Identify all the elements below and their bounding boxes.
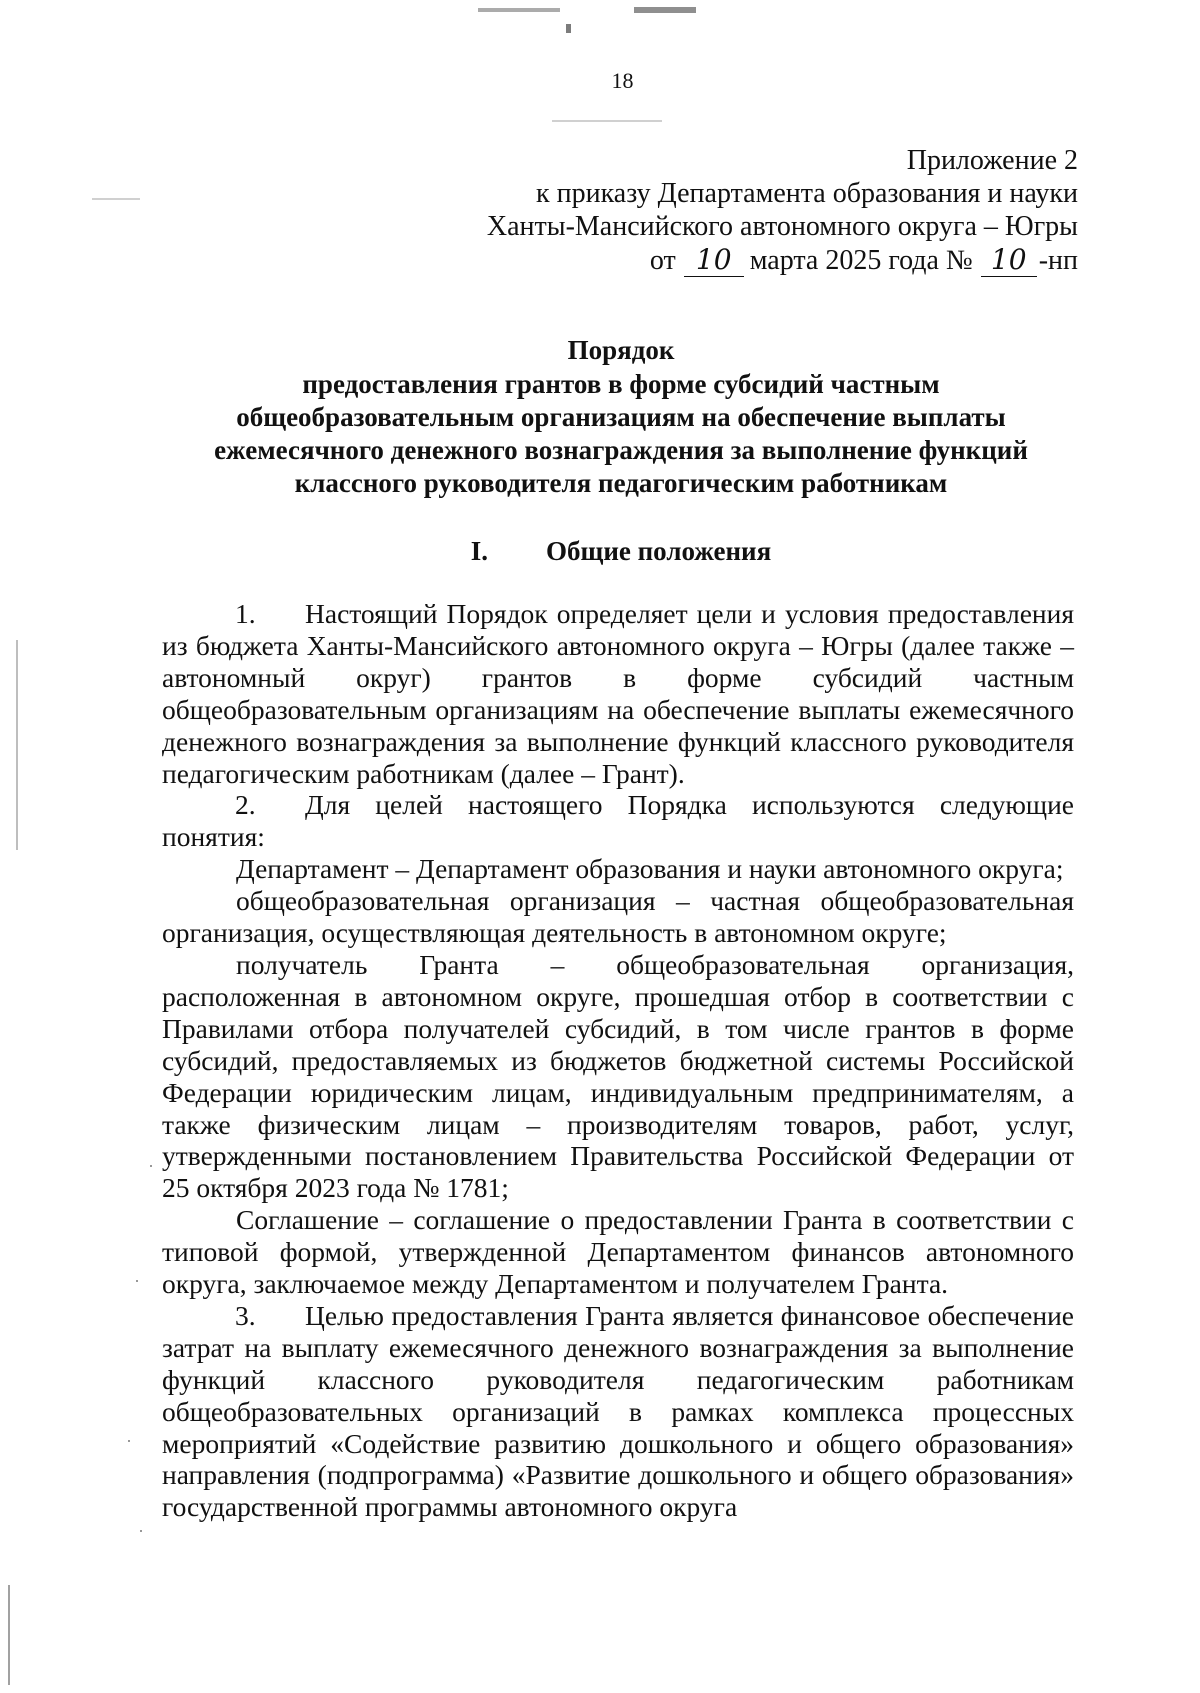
appendix-title: Приложение 2 [906, 145, 1078, 176]
definition-organization: общеобразовательная организация – частная общеобразовательная организация, осуществляющая деятельность в автономном округе; [162, 885, 1074, 949]
paragraph-text: Целью предоставления Гранта является финансовое обеспечение затрат на выплату ежемесячного денежного вознаграждения за выполнение функций классного руководителя педагогическим работникам общеобразовательных организаций в рамках комплекса процессных мероприятий «Содействие развитию дошкольного и общего образования» направления (подпрограмма) «Развитие дошкольного и общего образования» государственной программы автономного округа [162, 1299, 1074, 1523]
scan-speck [140, 1530, 142, 1532]
definition-agreement: Соглашение – соглашение о предоставлении Гранта в соответствии с типовой формой, утвержденной Департаментом финансов автономного округа, заключаемое между Департаментом и получателем Гранта. [162, 1204, 1074, 1300]
page-number: 18 [611, 68, 634, 93]
definition-department: Департамент – Департамент образования и науки автономного округа; [236, 853, 1064, 885]
number-suffix: -нп [1038, 245, 1078, 276]
definition-grant-recipient: получатель Гранта – общеобразовательная организация, расположенная в автономном округе, прошедшая отбор в соответствии с Правилами отбора получателей субсидий, в том числе грантов в форме субсидий, предоставляемых из бюджетов бюджетной системы Российской Федерации юридическим лицам, индивидуальным предпринимателям, а также физическим лицам – производителям товаров, работ, услуг, утвержденными постановлением Правительства Российской Федерации от 25 октября 2023 года № 1781; [162, 948, 1074, 1204]
appendix-header [487, 144, 1078, 277]
title-line: ежемесячного денежного вознаграждения за выполнение функций [214, 435, 1028, 465]
handwritten-day: 10 [684, 243, 744, 277]
paragraph-text: Настоящий Порядок определяет цели и условия предоставления из бюджета Ханты-Мансийского автономного округа – Югры (далее также – автономный округ) грантов в форме субсидий частным общеобразовательным организациям на обеспечение выплаты ежемесячного денежного вознаграждения за выполнение функций классного руководителя педагогическим работникам (далее – Грант). [162, 598, 1074, 789]
scan-artifact-left-edge-2 [8, 1585, 10, 1685]
scan-speck [150, 1165, 152, 1167]
paragraph-number: 3. [235, 1299, 256, 1331]
paragraph-1 [162, 598, 1074, 789]
paragraph-2 [162, 789, 1074, 853]
scan-artifact-mark [566, 24, 571, 33]
scan-artifact-under-number [552, 120, 662, 122]
appendix-order-line: к приказу Департамента образования и науки [536, 178, 1078, 209]
paragraph-number: 2. [235, 789, 256, 821]
date-prefix: от [649, 245, 676, 276]
section-heading [140, 536, 1102, 567]
document-title [140, 334, 1102, 500]
scan-speck [136, 1280, 138, 1282]
date-middle: марта 2025 года № [749, 245, 973, 276]
handwritten-number: 10 [981, 243, 1037, 277]
title-main: Порядок [567, 335, 675, 365]
title-line: классного руководителя педагогическим работникам [294, 468, 948, 498]
title-line: общеобразовательным организациям на обеспечение выплаты [236, 402, 1006, 432]
scan-speck [128, 1440, 130, 1442]
paragraph-3 [162, 1300, 1074, 1523]
document-body [162, 598, 1074, 1523]
appendix-region-line: Ханты-Мансийского автономного округа – Югры [486, 211, 1078, 242]
appendix-date-line [487, 243, 1078, 277]
scan-artifact-left-edge-1 [16, 640, 18, 850]
scan-artifact-left-margin [92, 198, 140, 200]
scan-artifact-top-right [634, 7, 696, 13]
section-title: Общие положения [546, 536, 772, 566]
paragraph-number: 1. [235, 598, 256, 629]
paragraph-text: Для целей настоящего Порядка используются следующие понятия: [162, 789, 1074, 853]
section-number: I. [470, 536, 489, 566]
title-line: предоставления грантов в форме субсидий частным [302, 369, 940, 399]
scan-artifact-top-left [478, 8, 560, 12]
